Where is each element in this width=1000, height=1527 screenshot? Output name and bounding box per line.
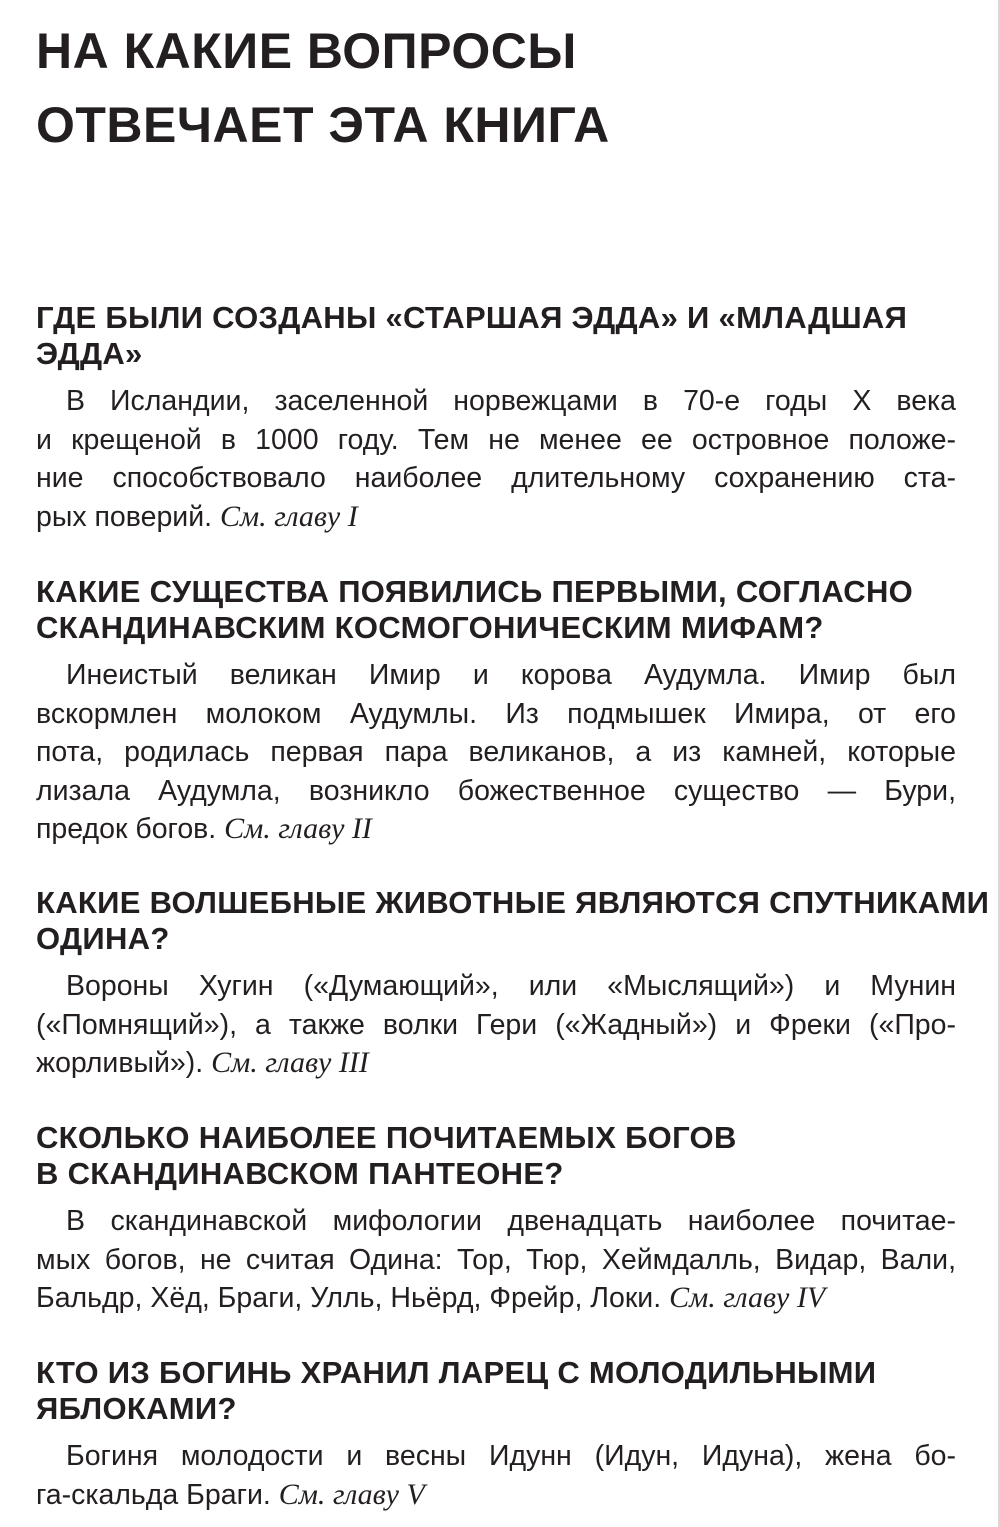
answer-line: Инеистый великан Имир и корова Аудумла. Имир был	[66, 659, 956, 691]
answer-line-text: га-скальда Браги.	[36, 1478, 271, 1511]
page-title-line: ОТВЕЧАЕТ ЭТА КНИГА	[36, 97, 610, 153]
chapter-reference: См. главу II	[224, 812, 372, 845]
question-line: КТО ИЗ БОГИНЬ ХРАНИЛ ЛАРЕЦ С МОЛОДИЛЬНЫМИ	[36, 1355, 877, 1390]
answer-line-text: жорливый»).	[36, 1047, 204, 1079]
answer-text	[36, 656, 956, 849]
chapter-reference: См. главу I	[220, 499, 358, 533]
answer-line	[36, 1476, 956, 1515]
answer-line: ние способствовало наиболее длительному сохранению ста-	[36, 462, 956, 494]
answer-line: («Помнящий»), а также волки Гери («Жадный») и Фреки («Про-	[36, 1008, 956, 1041]
question-heading	[36, 885, 990, 957]
question-line: ЯБЛОКАМИ?	[36, 1391, 237, 1426]
qa-section-2	[36, 574, 956, 849]
answer-line: лизала Аудумла, возникло божественное существо — Бури,	[36, 774, 956, 807]
question-line: СКАНДИНАВСКИМ КОСМОГОНИЧЕСКИМ МИФАМ?	[36, 610, 824, 645]
answer-line: вскормлен молоком Аудумлы. Из подмышек Имира, от его	[36, 697, 956, 730]
question-line: КАКИЕ ВОЛШЕБНЫЕ ЖИВОТНЫЕ ЯВЛЯЮТСЯ СПУТНИКАМИ	[36, 885, 990, 920]
answer-line: Вороны Хугин («Думающий», или «Мыслящий») и Мунин	[66, 970, 956, 1002]
answer-line: Богиня молодости и весны Идунн (Идун, Идуна), жена бо-	[66, 1440, 956, 1472]
question-line: ОДИНА?	[36, 921, 170, 956]
question-line: СКОЛЬКО НАИБОЛЕЕ ПОЧИТАЕМЫХ БОГОВ	[36, 1120, 737, 1155]
qa-section-3	[36, 885, 990, 1083]
answer-line-text: рых поверий.	[36, 500, 213, 533]
question-heading	[36, 1120, 956, 1192]
answer-text	[36, 1202, 956, 1318]
answer-line: В скандинавской мифологии двенадцать наиболее почитае-	[66, 1205, 956, 1237]
qa-section-4	[36, 1120, 956, 1318]
question-line: ЭДДА»	[36, 336, 143, 371]
chapter-reference: См. главу IV	[669, 1281, 826, 1314]
qa-section-5	[36, 1355, 956, 1514]
answer-line: и крещеной в 1000 году. Тем не менее ее островное положе-	[36, 423, 956, 456]
answer-text	[36, 1437, 956, 1514]
answer-line-text: предок богов.	[36, 813, 217, 845]
answer-line	[36, 1279, 956, 1318]
question-heading	[36, 1355, 956, 1427]
answer-line: мых богов, не считая Одина: Тор, Тюр, Хеймдалль, Видар, Вали,	[36, 1243, 956, 1276]
page-title	[36, 14, 936, 162]
answer-line	[36, 498, 956, 537]
question-heading	[36, 300, 956, 372]
qa-section-1	[36, 300, 956, 536]
question-heading	[36, 574, 956, 646]
answer-line: пота, родилась первая пара великанов, а из камней, которые	[36, 736, 956, 768]
chapter-reference: См. главу III	[211, 1046, 369, 1079]
question-line: ГДЕ БЫЛИ СОЗДАНЫ «СТАРШАЯ ЭДДА» И «МЛАДШАЯ	[36, 300, 908, 335]
question-line: КАКИЕ СУЩЕСТВА ПОЯВИЛИСЬ ПЕРВЫМИ, СОГЛАСНО	[36, 574, 914, 609]
question-line: В СКАНДИНАВСКОМ ПАНТЕОНЕ?	[36, 1156, 564, 1191]
answer-line	[36, 810, 956, 849]
answer-text	[36, 967, 956, 1083]
answer-text	[36, 382, 956, 536]
page-title-line: НА КАКИЕ ВОПРОСЫ	[36, 23, 577, 79]
chapter-reference: См. главу V	[278, 1477, 425, 1511]
answer-line-text: Бальдр, Хёд, Браги, Улль, Ньёрд, Фрейр, Локи.	[36, 1282, 662, 1314]
answer-line: В Исландии, заселенной норвежцами в 70-е годы X века	[66, 385, 956, 417]
answer-line	[36, 1044, 956, 1083]
